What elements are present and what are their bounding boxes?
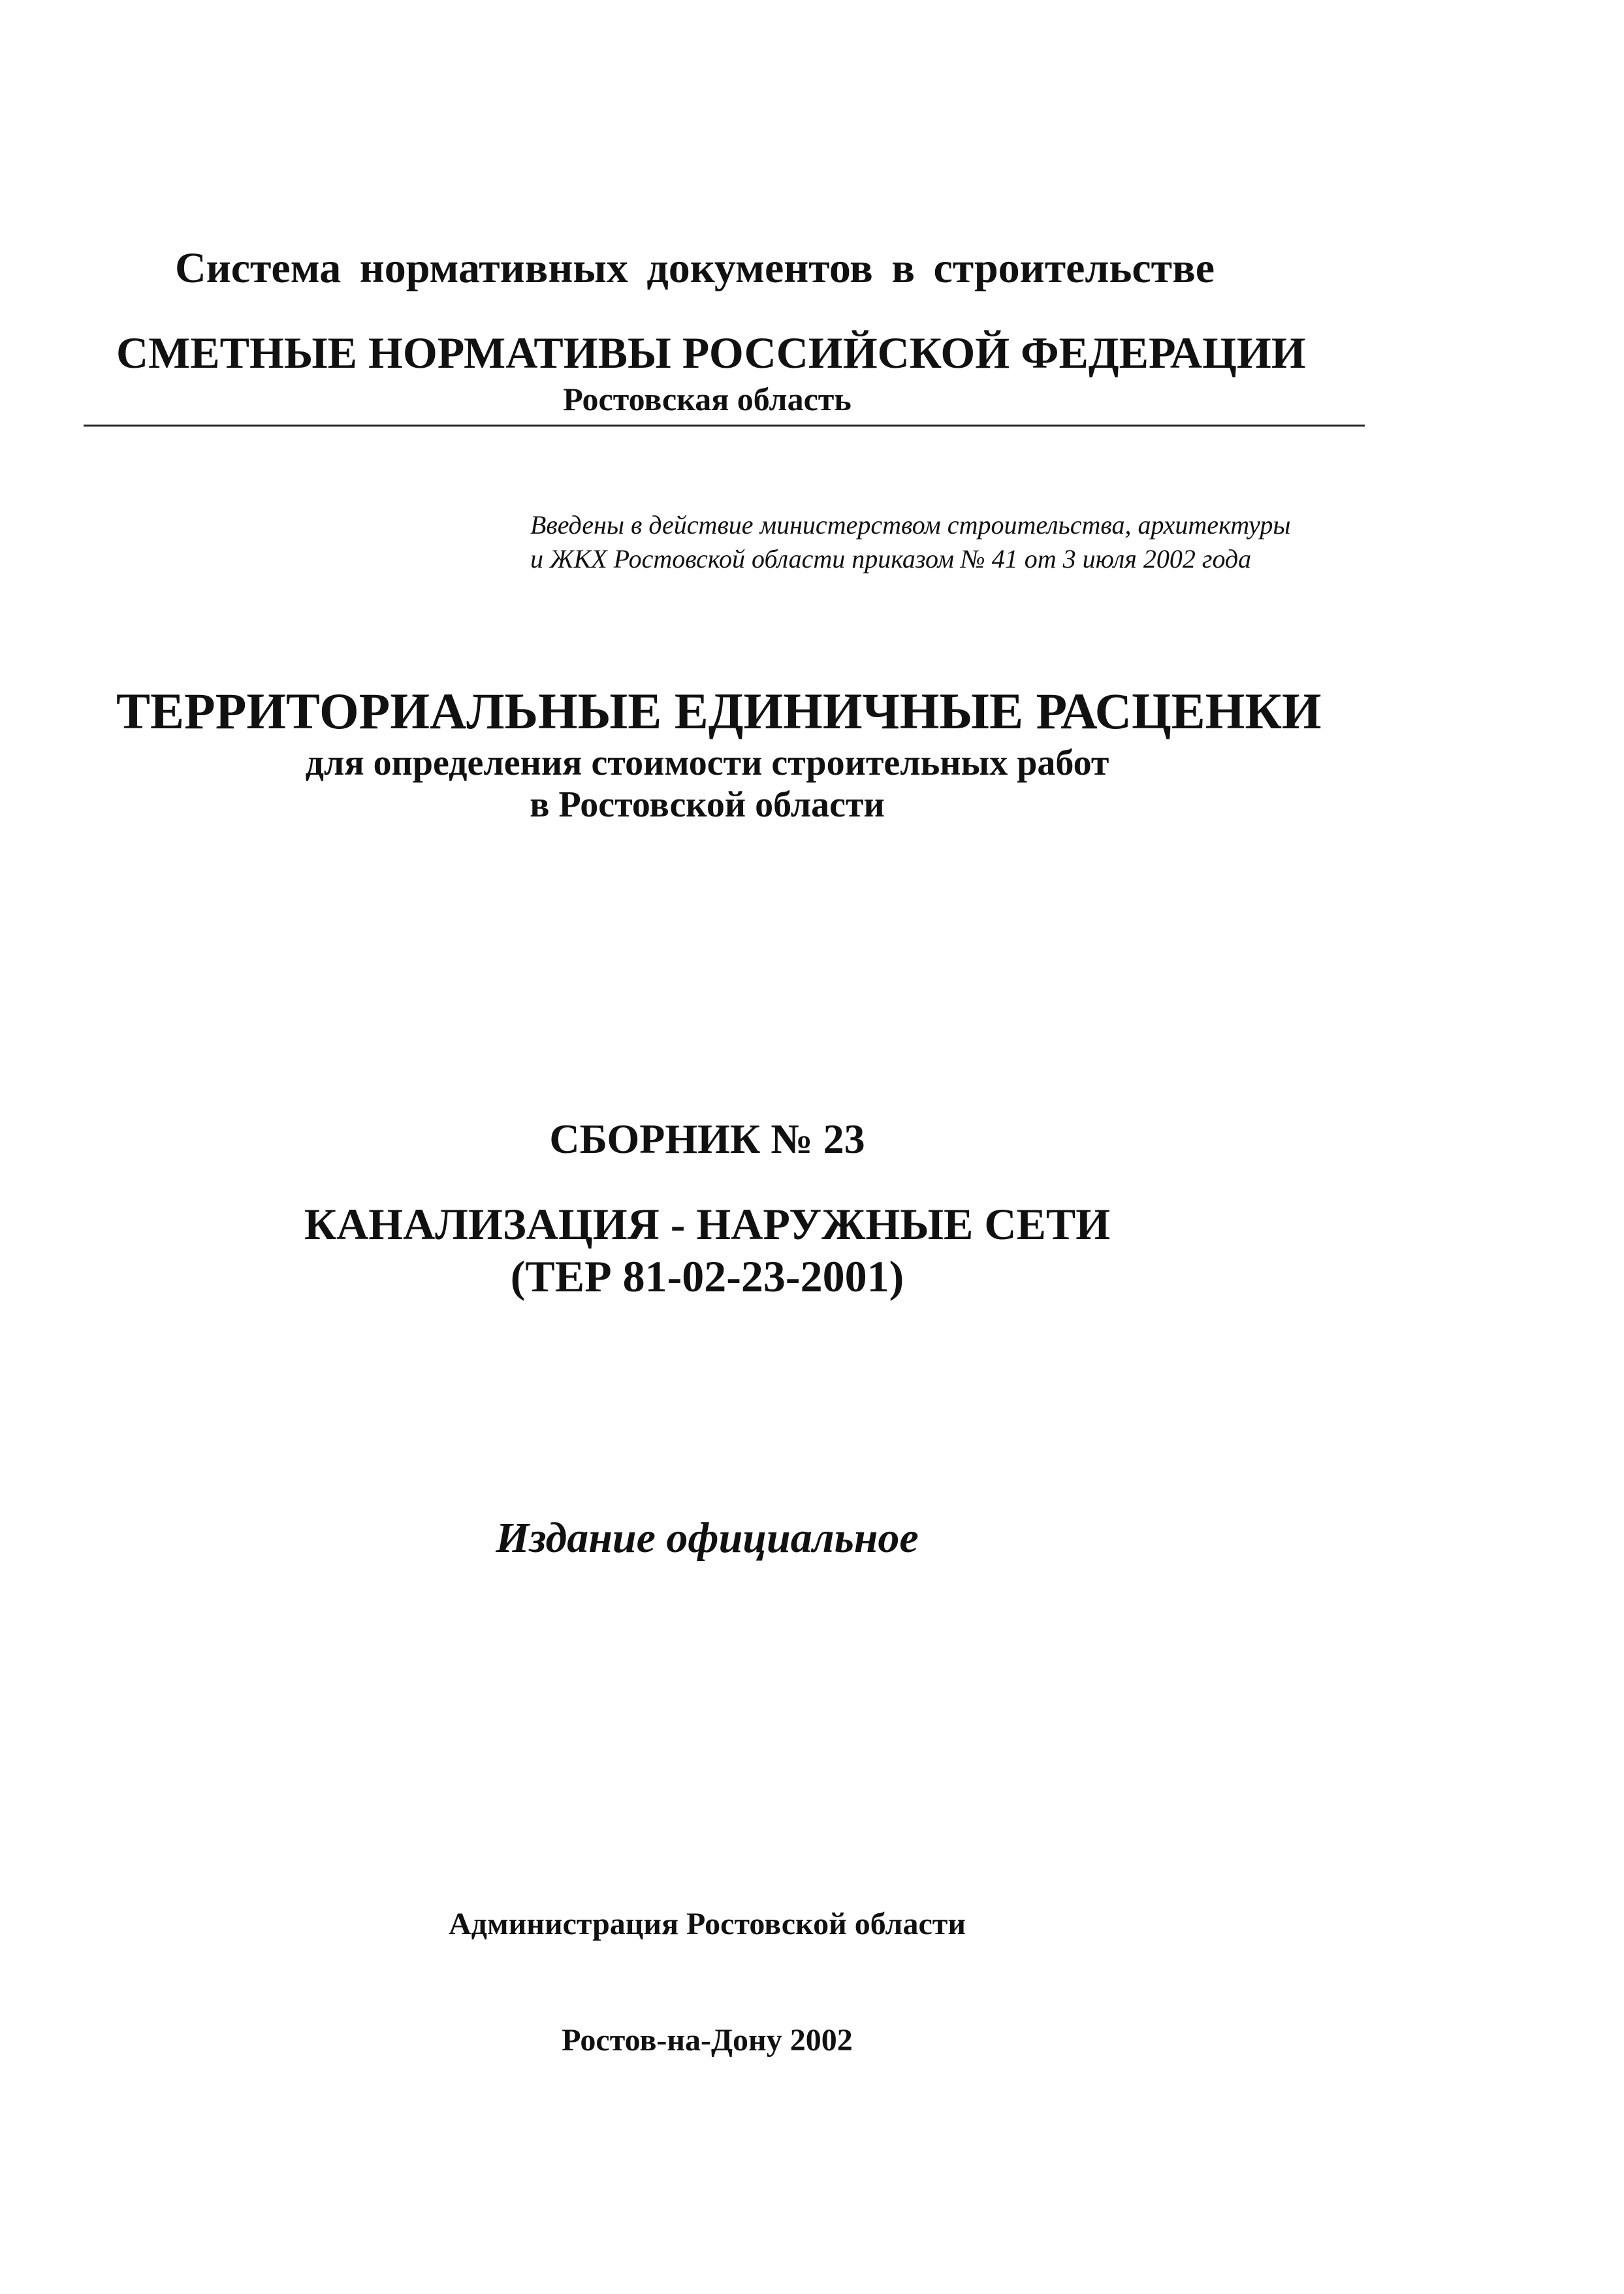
enactment-line-1: Введены в действие министерством строительства, архитектуры [530,510,1291,540]
region-label: Ростовская область [563,381,852,417]
series-title: СМЕТНЫЕ НОРМАТИВЫ РОССИЙСКОЙ ФЕДЕРАЦИИ [116,328,1306,378]
collection-number: СБОРНИК № 23 [549,1116,865,1162]
main-title: ТЕРРИТОРИАЛЬНЫЕ ЕДИНИЧНЫЕ РАСЦЕНКИ [116,683,1322,739]
subtitle-line-1: для определения стоимости строительных работ [305,743,1109,783]
collection-code: (ТЕР 81-02-23-2001) [510,1252,904,1301]
collection-name: КАНАЛИЗАЦИЯ - НАРУЖНЫЕ СЕТИ [304,1199,1111,1249]
publisher: Администрация Ростовской области [449,1907,966,1941]
header-divider [84,425,1365,427]
enactment-line-2: и ЖКХ Ростовской области приказом № 41 от 3 июля 2002 года [530,544,1252,574]
subtitle-line-2: в Ростовской области [530,784,885,825]
system-title: Система нормативных документов в строительстве [175,244,1215,292]
place-year: Ростов-на-Дону 2002 [562,2023,853,2058]
edition-label: Издание официальное [496,1514,919,1562]
